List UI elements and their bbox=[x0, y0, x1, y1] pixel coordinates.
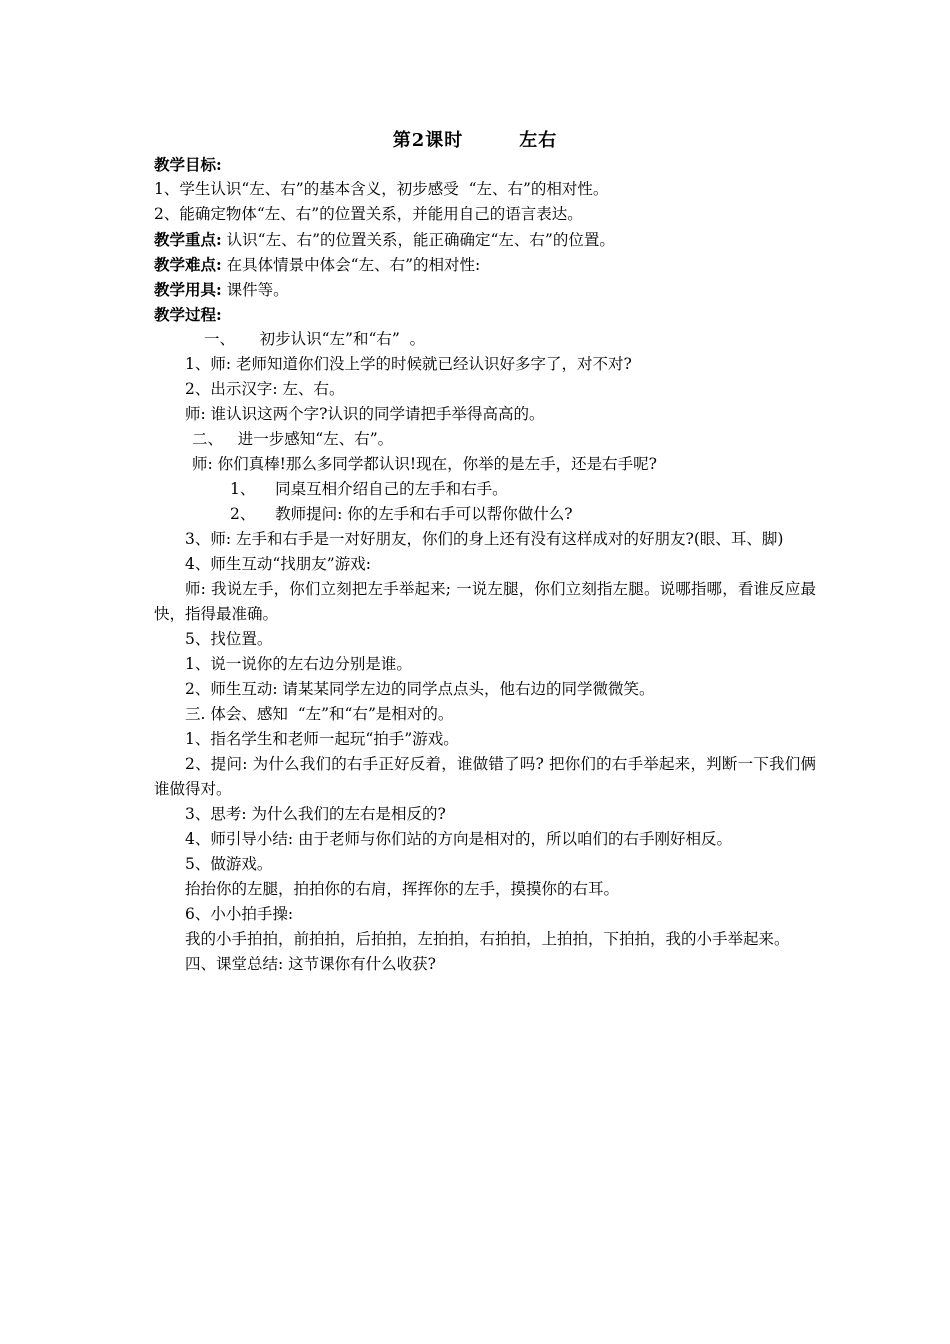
process-line: 师: 谁认识这两个字?认识的同学请把手举得高高的。 bbox=[185, 405, 545, 423]
page-title bbox=[0, 126, 950, 152]
process-subitem: 1、 同桌互相介绍自己的左手和右手。 bbox=[230, 480, 508, 498]
objectives-heading: 教学目标: bbox=[154, 155, 222, 174]
process-line: 师: 你们真棒!那么多同学都认识!现在，你举的是左手，还是右手呢? bbox=[192, 455, 657, 473]
process-line: 3、思考: 为什么我们的左右是相反的? bbox=[185, 805, 446, 823]
process-line: 1、说一说你的左右边分别是谁。 bbox=[185, 655, 412, 673]
section-heading-4: 四、课堂总结: 这节课你有什么收获? bbox=[185, 955, 436, 973]
difficulty-text: 在具体情景中体会“左、右”的相对性: bbox=[221, 256, 481, 274]
process-line: 5、做游戏。 bbox=[185, 855, 273, 873]
process-line: 师: 我说左手，你们立刻把左手举起来; 一说左腿，你们立刻指左腿。说哪指哪，看谁反应最快，指得最准确。 bbox=[154, 580, 816, 623]
process-line: 我的小手拍拍，前拍拍，后拍拍，左拍拍，右拍拍，上拍拍，下拍拍，我的小手举起来。 bbox=[185, 930, 790, 948]
key-point-text: 认识“左、右”的位置关系，能正确确定“左、右”的位置。 bbox=[221, 231, 615, 249]
process-line: 2、提问: 为什么我们的右手正好反着，谁做错了吗? 把你们的右手举起来，判断一下我们俩谁做得对。 bbox=[154, 755, 816, 798]
process-line: 抬抬你的左腿，拍拍你的右肩，挥挥你的左手，摸摸你的右耳。 bbox=[185, 880, 620, 898]
section-heading-1: 一、 初步认识“左”和“右” 。 bbox=[204, 330, 426, 348]
tools-label: 教学用具: bbox=[154, 280, 222, 299]
process-heading: 教学过程: bbox=[154, 305, 222, 324]
difficulty-row bbox=[154, 252, 816, 277]
lesson-topic: 左右 bbox=[519, 130, 558, 151]
process-line: 6、小小拍手操: bbox=[185, 905, 294, 923]
document-body bbox=[154, 152, 816, 977]
process-line: 1、师: 老师知道你们没上学的时候就已经认识好多字了，对不对? bbox=[185, 355, 632, 373]
process-line: 1、指名学生和老师一起玩“拍手”游戏。 bbox=[185, 730, 459, 748]
tools-row bbox=[154, 277, 816, 302]
process-line: 4、师引导小结: 由于老师与你们站的方向是相对的，所以咱们的右手刚好相反。 bbox=[185, 830, 733, 848]
key-point-row bbox=[154, 227, 816, 252]
process-line: 3、师: 左手和右手是一对好朋友，你们的身上还有没有这样成对的好朋友?(眼、耳、脚) bbox=[185, 530, 784, 548]
key-point-label: 教学重点: bbox=[154, 230, 222, 249]
process-subitem: 2、 教师提问: 你的左手和右手可以帮你做什么? bbox=[230, 505, 573, 523]
lesson-number: 第2课时 bbox=[392, 130, 464, 151]
objective-item-1: 1、学生认识“左、右”的基本含义，初步感受 “左、右”的相对性。 bbox=[154, 180, 609, 198]
process-line: 5、找位置。 bbox=[185, 630, 273, 648]
difficulty-label: 教学难点: bbox=[154, 255, 222, 274]
tools-text: 课件等。 bbox=[221, 281, 289, 299]
process-line: 2、出示汉字: 左、右。 bbox=[185, 380, 345, 398]
process-line: 4、师生互动“找朋友”游戏: bbox=[185, 555, 371, 573]
objective-item-2: 2、能确定物体“左、右”的位置关系，并能用自己的语言表达。 bbox=[154, 205, 583, 223]
process-line: 2、师生互动: 请某某同学左边的同学点点头，他右边的同学微微笑。 bbox=[185, 680, 655, 698]
section-heading-3: 三. 体会、感知 “左”和“右”是相对的。 bbox=[185, 705, 454, 723]
section-heading-2: 二、 进一步感知“左、右”。 bbox=[192, 430, 394, 448]
